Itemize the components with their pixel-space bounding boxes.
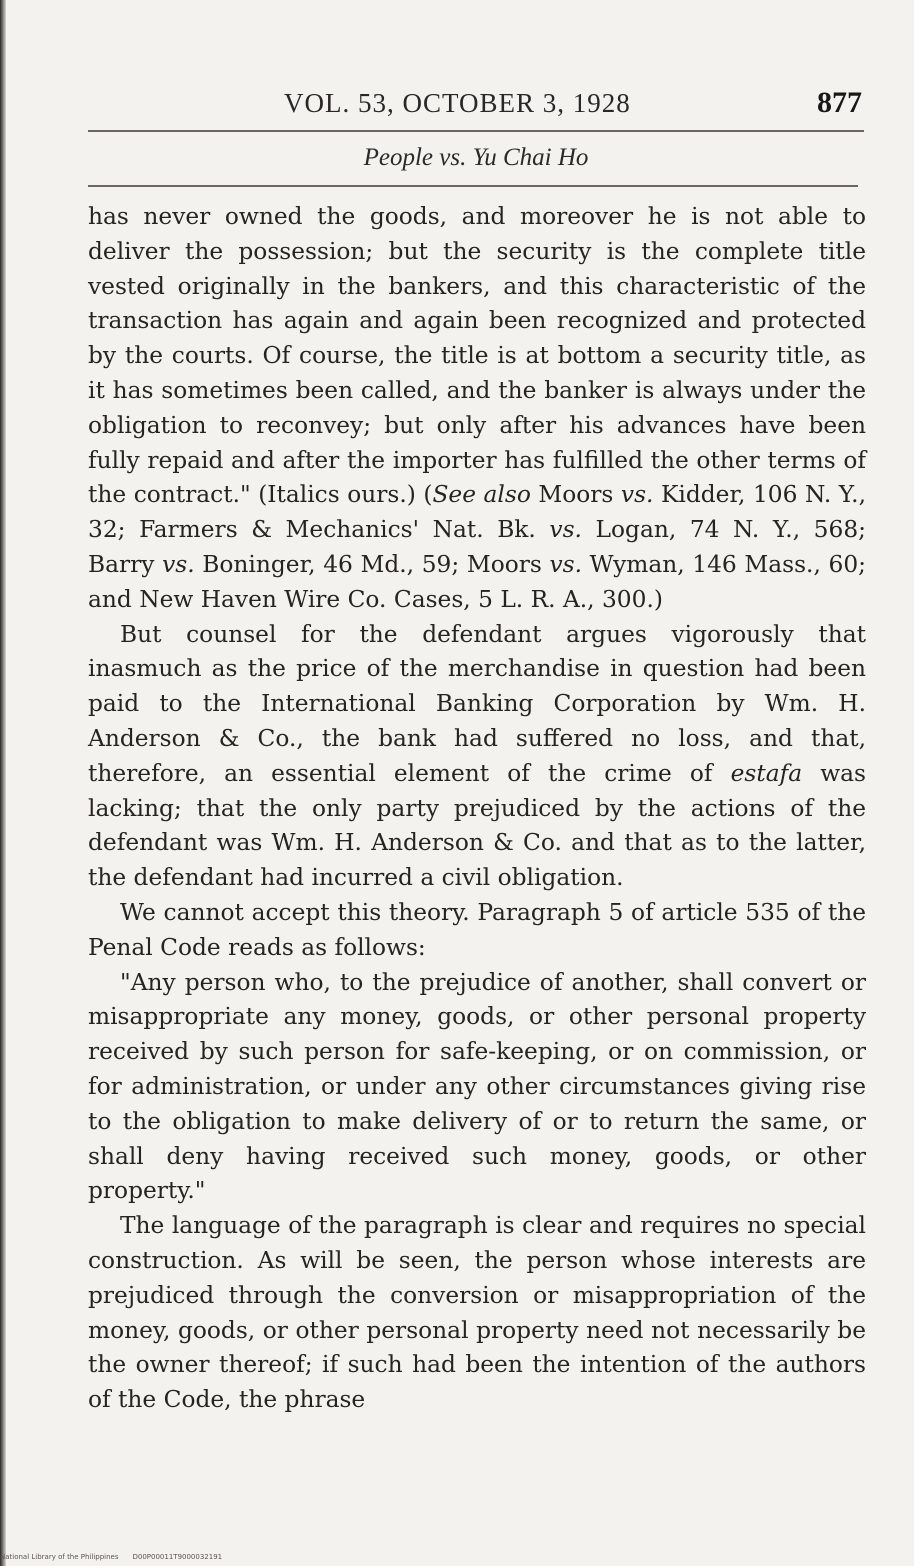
page-binding-edge — [0, 0, 6, 1566]
scan-footer — [0, 1553, 236, 1561]
header-rule-top — [88, 130, 864, 132]
paragraph-penal-code-quote: "Any person who, to the prejudice of another, shall convert or misappropriate any money, goods, or other personal property received by such person for safe-keeping, or on commission, or for administration, or under any other circumstances giving rise to the obligation to make delivery of or to return the same, or shall deny having received such money, goods, or other property." — [88, 968, 866, 1205]
paragraph-continued: has never owned the goods, and moreover he is not able to deliver the possession; but the security is the complete title vested originally in the bankers, and this characteristic of the transaction has again and again been recognized and protected by the courts. Of course, the title is at bottom a security title, as it has sometimes been called, and the banker is always under the obligation to reconvey; but only after his advances have been fully repaid and after the importer has fulfilled the other terms of the contract." (Italics ours.) (See also Moors vs. Kidder, 106 N. Y., 32; Farmers & Mechanics' Nat. Bk. vs. Logan, 74 N. Y., 568; Barry vs. Boninger, 46 Md., 59; Moors vs. Wyman, 146 Mass., 60; and New Haven Wire Co. Cases, 5 L. R. A., 300.) — [88, 203, 867, 613]
paragraph-theory-rejected: We cannot accept this theory. Paragraph 5 of article 535 of the Penal Code reads as follows: — [88, 898, 866, 961]
page-number: 877 — [817, 86, 862, 119]
case-title: People vs. Yu Chai Ho — [363, 144, 589, 171]
header-rule-bottom — [88, 185, 858, 187]
footer-code: D00P00011T9000032191 — [132, 1553, 223, 1561]
paragraph-defense-argument: But counsel for the defendant argues vigorously that inasmuch as the price of the merchandise in question had been paid to the International Banking Corporation by Wm. H. Anderson & Co., the bank had suffered no loss, and that, therefore, an essential element of the crime of estafa was lacking; that the only party prejudiced by the actions of the defendant was Wm. H. Anderson & Co. and that as to the latter, the defendant had incurred a civil obligation. — [88, 620, 866, 892]
see-also-italic: See also — [432, 481, 531, 509]
running-head — [88, 88, 866, 128]
page-body — [88, 200, 866, 1418]
volume-date-line: VOL. 53, OCTOBER 3, 1928 — [284, 88, 631, 118]
estafa-italic: estafa — [730, 759, 803, 787]
paragraph-construction: The language of the paragraph is clear and requires no special construction. As will be seen, the person whose interests are prejudiced through the conversion or misappropriation of the money, goods, or other personal property need not necessarily be the owner thereof; if such had been the intention of the authors of the Code, the phrase — [88, 1212, 866, 1414]
footer-library: National Library of the Philippines — [0, 1553, 119, 1561]
